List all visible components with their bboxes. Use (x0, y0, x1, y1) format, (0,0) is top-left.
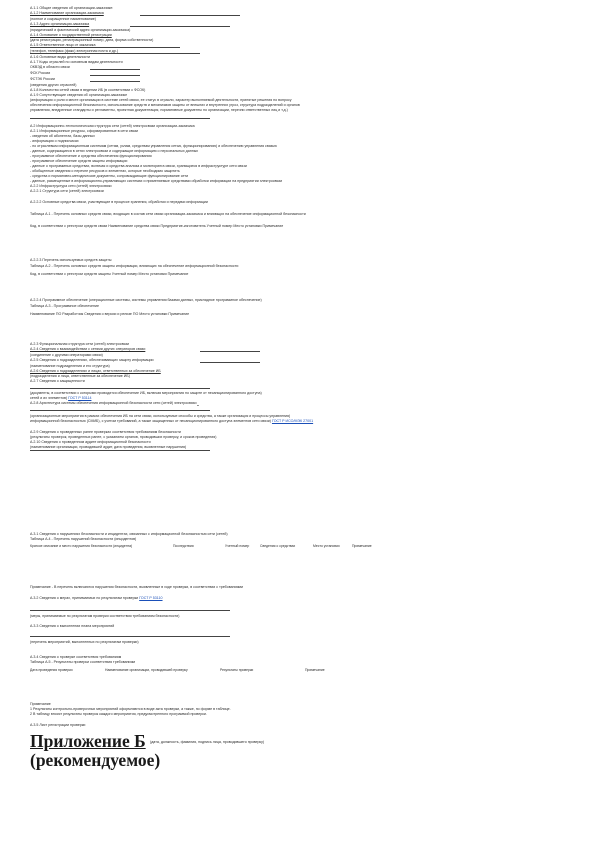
gost-link[interactable]: ГОСТ Р 53114 (68, 396, 92, 400)
table-a4-col: Примечание (352, 544, 372, 548)
document-page (30, 0, 570, 842)
line-security: А.2.7 Сведения о защищенности (30, 379, 85, 383)
line-plan-desc: (перечень мероприятий, выполненных по результатам проверки) (30, 640, 139, 644)
line-caption: (юридический и фактический адрес организации-заказчика) (30, 28, 131, 32)
line-prev-results: (результаты проверок, проведенных ранее, с указанием органов, проводивших проверку, и сроков проведения) (30, 435, 217, 439)
line-fstek: ФСТЭК России (30, 77, 55, 81)
line-desc-2: обеспечения информационной безопасности, использование средств и механизмов защиты от внешних и внутренних угроз, структура подразделений и органов (30, 103, 300, 107)
line-list-item: - программное обеспечение и средства обеспечения функционирования (30, 154, 152, 158)
line-list-item: - данные о программных средствах, включая и средства анализа и мониторинга связи, хранящиеся в инфраструктуре сети связи (30, 164, 247, 168)
line-note-1: 1 Результаты контрольно-проверочных мероприятий оформляются в виде акта проверки, а также, по форме в таблице. (30, 707, 231, 711)
line-caption: (телефон, телефакс (факс) электронная почта и др.) (30, 49, 119, 53)
blank-rule (90, 75, 140, 76)
blank-rule (140, 15, 240, 16)
line-text: информационной безопасностью (СМИБ), с учетом требований, а также защищенных от несанкционированного доступа элементов сети связи) (30, 419, 271, 423)
line-fsk: ФСК России (30, 71, 51, 75)
line-structure: А.2 Информационно-технологическая структура сети (сетей) электросвязи организации-заказчика (30, 124, 195, 128)
table-a2-caption: Таблица А.2 - Перечень основных средств защиты информации, влияющих на обеспечение информационной безопасности (30, 264, 239, 268)
line-plan: А.3.3 Сведения о выполнении плана мероприятий (30, 624, 115, 628)
line-note-2: 2 В таблицу вносят результаты проверок каждого мероприятия, предусмотренного программой проверки. (30, 712, 207, 716)
table-a3-caption: Таблица А.3 - Программное обеспечение (30, 304, 99, 308)
appendix-subtitle: (рекомендуемое) (30, 750, 161, 770)
blank-rule (90, 69, 140, 70)
table-a5-header (30, 668, 570, 680)
line-org-name: А.1.2 Наименование организации-заказчика (30, 11, 104, 15)
line-text: А.2.8 Архитектура системы обеспечения информационной безопасности сети (сетей) электросвязи (30, 401, 197, 405)
appendix-heading (30, 732, 570, 770)
line-list-item: - данные, размещенные в информационно-управляющих системах и применяемые средствами обработки информации на предприятии электросвязи (30, 179, 283, 183)
line-protection-means: А.2.2.3 Перечень используемых средств защиты (30, 258, 112, 262)
line-list-item: - обобщенные сведения о перечне ресурсов и элементах, которые необходимо защитить (30, 169, 180, 173)
gost-link[interactable]: ГОСТ Р ИСО/МЭК 27001 (271, 419, 314, 423)
line-responsible: А.1.5 Ответственное лицо от заказчика (30, 43, 96, 47)
line-audit: А.2.10 Сведения о проведенном аудите информационной безопасности (30, 440, 151, 444)
table-a2-header: Код, в соответствии с реестром средств защиты Учетный номер Место установки Примечание (30, 272, 189, 276)
line-architecture (30, 401, 198, 405)
blank-rule (30, 388, 210, 389)
line-note-violations: Примечание - В перечень включаются нарушения безопасности, выявленные в ходе проверки, в соответствии с требованиями (30, 585, 244, 589)
blank-rule (130, 26, 230, 27)
blank-rule (200, 362, 260, 363)
line-underlined (197, 401, 198, 405)
line-general-info: А.1.1 Общие сведения об организации-заказчике: (30, 6, 114, 10)
line-functional-structure: А.2.3 Функциональная структура сети (сетей) электросвязи (30, 342, 130, 346)
table-a5-caption: Таблица А.5 - Результаты проверки соответствия требованиям (30, 660, 135, 664)
line-list-item: - информация о подписчиках (30, 139, 79, 143)
line-list-item: - данные, содержащиеся в сетях электросвязи и содержащие информацию о персональных данных (30, 149, 199, 153)
line-desc-1: (информация о роли и месте организации в системе сетей связи, ее статус в отрасли, характер выполняемой деятельности, принятые решения по вопросу (30, 98, 292, 102)
line-activities: А.1.6 Основные виды деятельности (30, 55, 90, 59)
line-caption: (соединение с другими операторами связи) (30, 353, 103, 357)
line-infrastructure: А.2.2 Инфраструктура сети (сетей) электросвязи (30, 184, 112, 188)
table-a4-col: Учетный номер (225, 544, 250, 548)
line-incidents: А.3.1 Сведения о нарушениях безопасности и инцидентах, связанных с информационной безопасностью сети (сетей) (30, 532, 228, 536)
line-list-item: - программное обеспечение средств защиты информации (30, 159, 128, 163)
line-compliance: А.3.4 Сведения о проверке соответствия требованиям (30, 655, 122, 659)
line-other: (сведения других отраслей) (30, 83, 77, 87)
line-note: Примечание (30, 702, 51, 706)
blank-rule (30, 410, 210, 411)
line-caption: (наименование подразделения и его структура) (30, 364, 110, 368)
line-interaction: А.2.4 Сведения о взаимодействии с сетями других операторов связи (30, 347, 146, 351)
table-a1-header: Код, в соответствии с реестром средств связи Наименование средства связи Предприятие-изготовитель Учетный номер Место установки Примечание (30, 224, 284, 228)
table-a4-col: Место установки (313, 544, 340, 548)
blank-rule (30, 53, 200, 54)
table-a5-col: Наименование организации, проводившей проверку (105, 668, 188, 672)
line-main-means: А.2.2.2 Основные средства связи, участвующие в процессе хранения, обработки и передачи информации (30, 200, 208, 204)
blank-rule (30, 450, 210, 451)
line-responsible-ib: А.2.6 Сведения о подразделениях и лицах, ответственных за обеспечение ИБ (30, 369, 161, 373)
table-a4-col: Последствия (173, 544, 194, 548)
line-list-item: - по отраслевым информационным системам (сетям, узлам, средствам управления сетью, функционированию) и обеспечению управления связью (30, 144, 277, 148)
line-org-measures: (организационные мероприятия в рамках обеспечения ИБ на сети связи, используемые способы и средства, а также организация и процессы управления) (30, 414, 291, 418)
line-audit-details: (наименование организации, проводившей аудит, дата проведения, выявленные нарушения) (30, 445, 187, 449)
table-a3-header: Наименование ПО Разработчик Сведения о версии и релизе ПО Место установки Примечание (30, 312, 190, 316)
line-registration: А.1.4 Основание о государственной регистрации (30, 33, 112, 37)
line-documents: (документы, в соответствии с которыми проводится обеспечение ИБ, включая мероприятия по защите от несанкционированного доступа) (30, 391, 262, 395)
table-a4-col: Сведения о средствах (260, 544, 296, 548)
blank-rule (30, 636, 230, 637)
blank-rule (200, 351, 260, 352)
blank-rule (90, 81, 140, 82)
table-a5-col: Результаты проверки (220, 668, 254, 672)
table-a4-col: Краткое описание и место нарушения безопасности (инцидента) (30, 544, 133, 548)
line-okved: ОКВЭД в области связи (30, 65, 70, 69)
line-list-item: - сведения об абонентах, базы данных (30, 134, 95, 138)
line-text: А.3.2 Сведения о мерах, принимаемых по результатам проверки (30, 596, 139, 600)
line-text: сетей и их элементов) (30, 396, 68, 400)
line-caption: (полное и сокращенное наименование) (30, 17, 96, 21)
line-smib (30, 419, 313, 423)
appendix-title: Приложение Б (30, 731, 146, 751)
table-a4-caption: Таблица А.4 - Перечень нарушений безопасности (инцидентов) (30, 537, 137, 541)
line-net-structure: А.2.2.1 Структура сети (сетей) электросвязи (30, 189, 104, 193)
line-registration-sheet: А.3.5 Лист регистрации проверки (30, 723, 86, 727)
table-a1-caption: Таблица А.1 - Перечень основных средств связи, входящих в состав сети связи организации-заказчика и влияющих на обеспечение информационной безопасности (30, 212, 306, 216)
line-measures (30, 596, 163, 600)
line-codes: А.1.7 Коды отраслей по основным видам деятельности (30, 60, 123, 64)
line-desc-3: управления, внедренные стандарты и регламенты, проектная документация, нормативные документы по организации, перечни ответственных лиц и т.д.) (30, 108, 288, 112)
blank-rule (30, 610, 230, 611)
line-caption: (подразделения и лица, ответственные за обеспечение ИБ) (30, 374, 130, 378)
table-a5-col: Примечание (305, 668, 325, 672)
line-documents-2 (30, 396, 91, 400)
line-related-info: А.1.9 Сопутствующие сведения об организации-заказчике (30, 93, 128, 97)
blank-rule (30, 47, 180, 48)
blank-rule (30, 118, 210, 119)
line-prev-checks: А.2.9 Сведения о проведенных ранее проверках соответствия требованиям безопасности (30, 430, 181, 434)
line-software: А.2.2.4 Программное обеспечение (операционные системы, системы управления базами данных, прикладное программное обеспечение) (30, 298, 262, 302)
line-measures-desc: (меры, принимаемые по результатам проверки соответствия требованиям безопасности) (30, 614, 180, 618)
table-a4-header (30, 544, 570, 556)
table-a5-col: Дата проведения проверки (30, 668, 73, 672)
line-resources: А.2.1 Информационные ресурсы, сформированные в сети связи (30, 129, 139, 133)
line-caption: (дата регистрации, регистрационный номер, дата, форма собственности) (30, 38, 154, 42)
line-list-item: - средства и нормативно-методические документы, сопровождающие функционирование сети (30, 174, 189, 178)
line-networks-count: А.1.8 Количество сетей связи в ведении ИБ (в соответствии с ФСОК) (30, 88, 146, 92)
line-signature-caption: (дата, должность, фамилия, подпись лица, проводившего проверку) (150, 740, 265, 744)
line-departments: А.2.5 Сведения о подразделениях, обеспечивающих защиту информации (30, 358, 154, 362)
line-org-address: А.1.3 Адрес организации-заказчика (30, 22, 90, 26)
gost-link[interactable]: ГОСТ Р 53110 (139, 596, 163, 600)
